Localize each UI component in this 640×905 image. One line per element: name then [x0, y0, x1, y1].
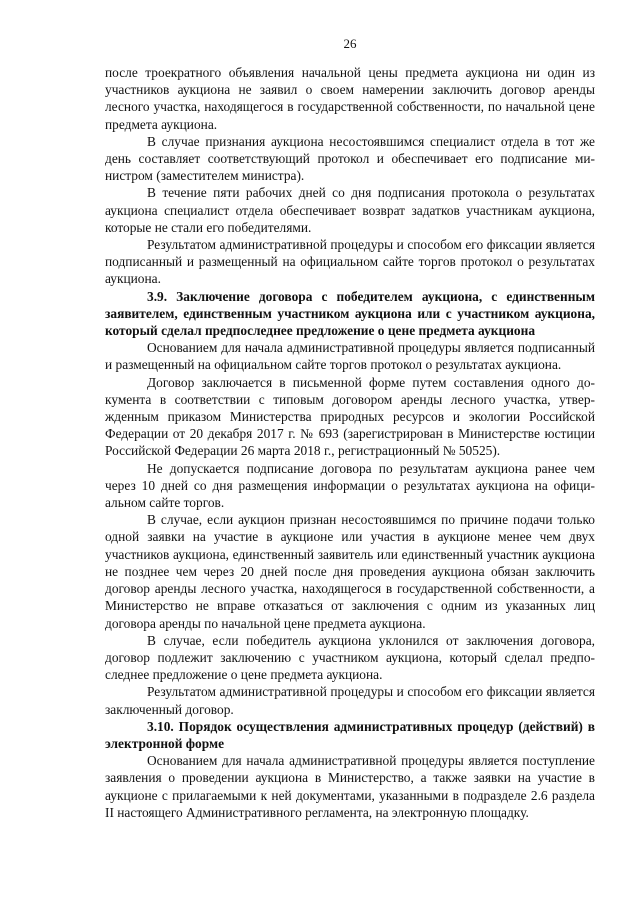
- paragraph-failed-auction-protocol: В случае признания аукциона несостоявшимся специалист отдела в тот же день составляет соответствующий протокол и обеспечивает его подписание министром (заместителем министра).: [105, 133, 595, 184]
- section-heading-3-9: 3.9. Заключение договора с победителем аукциона, с единственным заявителем, единственным участником аукциона или с участником аукциона, который сделал предпоследнее предложение о цене предмета аукциона: [105, 288, 595, 339]
- page-number: 26: [343, 36, 357, 51]
- paragraph-deposit-return: В течение пяти рабочих дней со дня подписания протокола о результатах аукциона специалист отдела обеспечивает возврат задатков участникам аукциона, которые не стали его победителями.: [105, 185, 595, 235]
- paragraph-winner-evades: В случае, если победитель аукциона уклонился от заключения договора, договор подлежит заключению с участником аукциона, который сделал предпоследнее предложение о цене предмета аукциона.: [105, 632, 595, 683]
- paragraph-auction-no-bids: после троекратного объявления начальной цены предмета аукциона ни один из участников аукциона не заявил о своем намерении заключить договор аренды лесного участка, находящегося в государственной собственности, по начальной цене предмета аукциона.: [105, 65, 595, 132]
- paragraph-result-protocol: Результатом административной процедуры и способом его фиксации является подписанный и размещенный на официальном сайте торгов протокол о результатах аукциона.: [105, 237, 595, 287]
- section-heading-3-10: 3.10. Порядок осуществления административных процедур (действий) в электронной форме: [105, 718, 595, 751]
- paragraph-basis-3-9: Основанием для начала административной процедуры является подписанный и размещенный на официальном сайте торгов протокол о результатах аукциона.: [105, 340, 595, 373]
- paragraph-signing-delay: Не допускается подписание договора по результатам аукциона ранее чем через 10 дней со дня размещения информации о результатах аукциона на официальном сайте торгов.: [105, 460, 595, 511]
- paragraph-basis-3-10: Основанием для начала административной процедуры является поступление заявления о проведении аукциона в Министерство, а также заявки на участие в аукционе с прилагаемыми к ней документами, указанными в подразделе 2.6 раздела II настоящего Административного регламента, на электронную площадку.: [105, 753, 595, 820]
- document-page: [105, 36, 595, 821]
- paragraph-contract-form: Договор заключается в письменной форме путем составления одного документа в соответствии с типовым договором аренды лесного участка, утвержденным приказом Министерства природных ресурсов и экологии Российской Федерации от 20 декабря 2017 г. № 693 (зарегистрирован в Министерстве юстиции Российской Федерации 26 марта 2018 г., регистрационный № 50525).: [105, 374, 595, 459]
- paragraph-result-contract: Результатом административной процедуры и способом его фиксации является заключенный договор.: [105, 684, 595, 717]
- paragraph-single-participant: В случае, если аукцион признан несостоявшимся по причине подачи только одной заявки на участие в аукционе или участия в аукционе менее чем двух участников аукциона, единственный заявитель или единственный участник аукциона не позднее чем через 20 дней после дня проведения аукциона обязан заключить договор аренды лесного участка, находящегося в государственной собственности, а Министерство не вправе отказаться от заключения с одним из указанных лиц договора аренды по начальной цене предмета аукциона.: [105, 512, 595, 631]
